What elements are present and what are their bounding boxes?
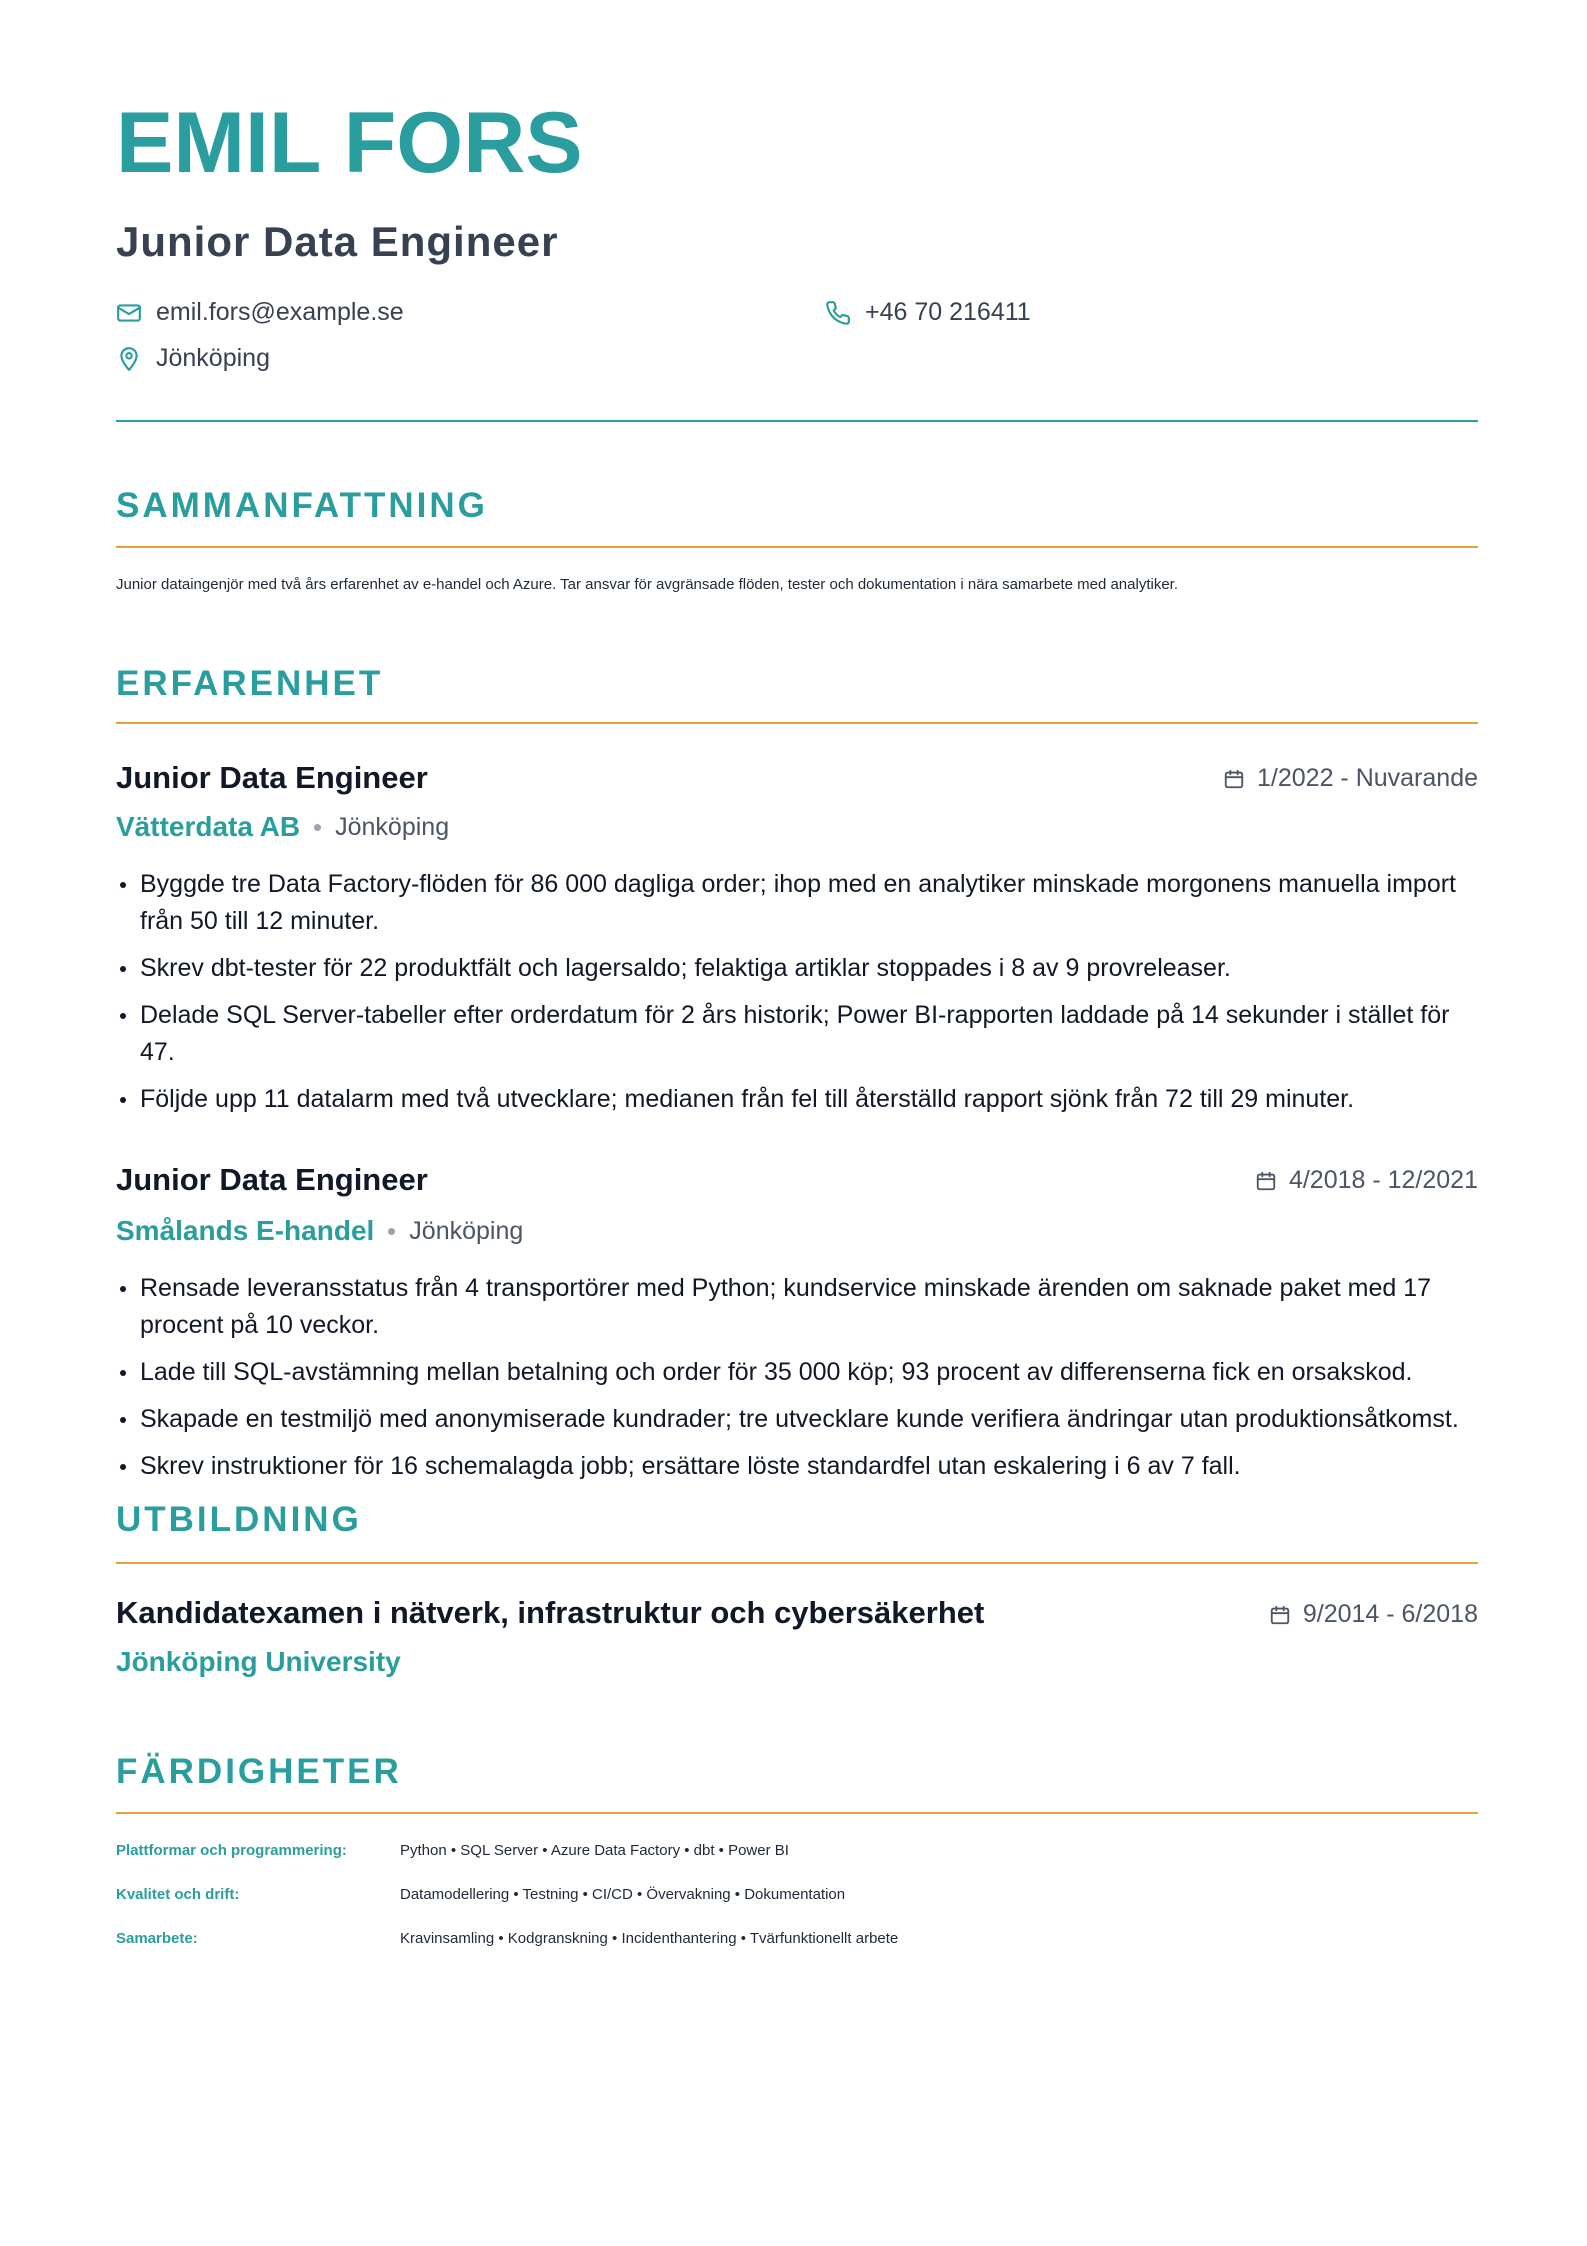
list-item: Lade till SQL-avstämning mellan betalning och order för 35 000 köp; 93 procent av differenserna fick en orsakskod. <box>116 1354 1478 1391</box>
education-school: Jönköping University <box>116 1646 401 1677</box>
section-rule-education <box>116 1562 1478 1564</box>
education-degree: Kandidatexamen i nätverk, infrastruktur och cybersäkerhet <box>116 1595 985 1630</box>
calendar-icon <box>1255 1170 1277 1192</box>
job-company-line <box>116 811 449 843</box>
list-item: Rensade leveransstatus från 4 transportörer med Python; kundservice minskade ärenden om saknade paket med 17 procent på 10 veckor. <box>116 1270 1478 1344</box>
section-title-skills: FÄRDIGHETER <box>116 1752 402 1791</box>
candidate-role: Junior Data Engineer <box>116 218 559 265</box>
skill-label: Samarbete: <box>116 1930 198 1947</box>
phone-icon <box>825 300 851 326</box>
calendar-icon <box>1269 1604 1291 1626</box>
map-pin-icon <box>116 346 142 372</box>
education-dates-text: 9/2014 - 6/2018 <box>1302 1600 1478 1628</box>
separator-dot <box>388 1228 395 1235</box>
section-rule-summary <box>116 546 1478 548</box>
contact-email[interactable] <box>116 298 404 327</box>
separator-dot <box>314 824 321 831</box>
job-dates <box>1255 1166 1478 1195</box>
mail-icon <box>116 300 142 326</box>
job-dates-text: 1/2022 - Nuvarande <box>1257 764 1478 792</box>
skill-label: Kvalitet och drift: <box>116 1886 240 1903</box>
job-title: Junior Data Engineer <box>116 1162 428 1197</box>
section-rule-experience <box>116 722 1478 724</box>
education-dates <box>1269 1600 1478 1629</box>
company-name: Smålands E-handel <box>116 1215 375 1246</box>
email-text: emil.fors@example.se <box>156 298 404 326</box>
list-item: Skrev instruktioner för 16 schemalagda jobb; ersättare löste standardfel utan eskalering i 6 av 7 fall. <box>116 1448 1478 1485</box>
location-text: Jönköping <box>156 344 270 372</box>
list-item: Följde upp 11 datalarm med två utvecklare; medianen från fel till återställd rapport sjönk från 72 till 29 minuter. <box>116 1081 1478 1118</box>
header-divider <box>116 420 1478 422</box>
list-item: Byggde tre Data Factory-flöden för 86 000 dagliga order; ihop med en analytiker minskade morgonens manuella import från 50 till 12 minuter. <box>116 866 1478 940</box>
skill-row <box>116 1886 845 1903</box>
section-title-education: UTBILDNING <box>116 1500 362 1539</box>
job-dates-text: 4/2018 - 12/2021 <box>1288 1166 1478 1194</box>
list-item: Delade SQL Server-tabeller efter orderdatum för 2 års historik; Power BI-rapporten laddade på 14 sekunder i stället för 47. <box>116 997 1478 1071</box>
skill-row <box>116 1842 789 1859</box>
candidate-name: EMIL FORS <box>116 95 583 191</box>
skill-value: Datamodellering • Testning • CI/CD • Övervakning • Dokumentation <box>400 1886 846 1903</box>
job-company-line <box>116 1215 523 1247</box>
section-title-summary: SAMMANFATTNING <box>116 486 488 525</box>
skill-row <box>116 1930 898 1947</box>
phone-text: +46 70 216411 <box>865 298 1031 326</box>
skill-label: Plattformar och programmering: <box>116 1842 347 1859</box>
summary-text: Junior dataingenjör med två års erfarenhet av e-handel och Azure. Tar ansvar för avgränsade flöden, tester och dokumentation i nära samarbete med analytiker. <box>116 576 1179 593</box>
job-dates <box>1223 764 1478 793</box>
job-title: Junior Data Engineer <box>116 760 428 795</box>
skill-value: Python • SQL Server • Azure Data Factory • dbt • Power BI <box>400 1842 789 1859</box>
company-name: Vätterdata AB <box>116 811 301 842</box>
list-item: Skapade en testmiljö med anonymiserade kundrader; tre utvecklare kunde verifiera ändringar utan produktionsåtkomst. <box>116 1401 1478 1438</box>
skill-value: Kravinsamling • Kodgranskning • Incidenthantering • Tvärfunktionellt arbete <box>400 1930 899 1947</box>
contact-location <box>116 344 270 373</box>
list-item: Skrev dbt-tester för 22 produktfält och lagersaldo; felaktiga artiklar stoppades i 8 av 9 provreleaser. <box>116 950 1478 987</box>
job-bullets <box>116 1270 1478 1495</box>
job-location: Jönköping <box>335 812 450 841</box>
job-bullets <box>116 866 1478 1128</box>
section-rule-skills <box>116 1812 1478 1814</box>
calendar-icon <box>1223 768 1245 790</box>
job-location: Jönköping <box>409 1216 524 1245</box>
contact-phone[interactable] <box>825 298 1031 327</box>
section-title-experience: ERFARENHET <box>116 664 384 703</box>
